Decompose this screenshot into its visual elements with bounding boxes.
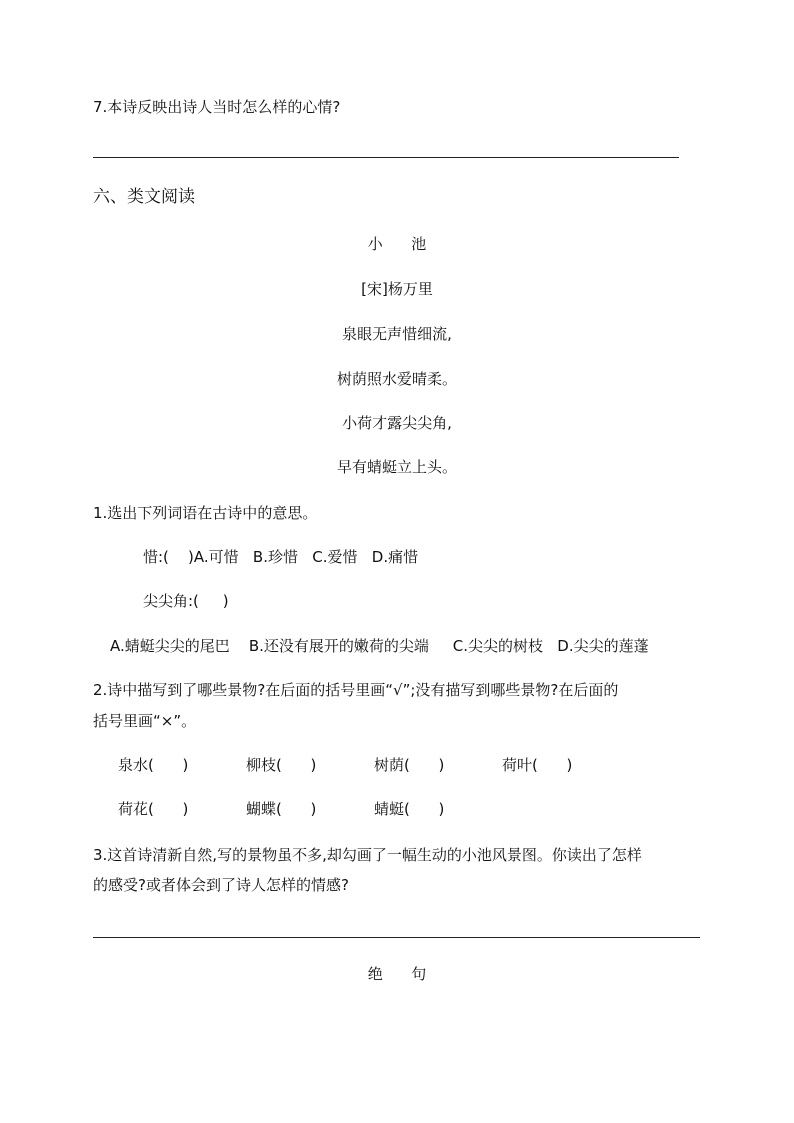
poem-author: [宋]杨万里 xyxy=(361,280,433,298)
question-7: 7.本诗反映出诗人当时怎么样的心情? xyxy=(93,98,341,116)
poem-line-2: 树荫照水爱晴柔。 xyxy=(336,370,457,388)
question-2-prompt-line-1: 2.诗中描写到了哪些景物?在后面的括号里画“√”;没有描写到哪些景物?在后面的 xyxy=(93,681,619,699)
scenery-item: 树荫( ) xyxy=(374,756,445,774)
poem-line-3: 小荷才露尖尖角, xyxy=(342,414,452,432)
answer-line-q7 xyxy=(93,157,679,158)
answer-line-q3 xyxy=(93,937,700,938)
scenery-item: 荷花( ) xyxy=(118,800,189,818)
poem-2-title: 绝 句 xyxy=(367,965,427,983)
scenery-item: 蝴蝶( ) xyxy=(246,800,317,818)
question-1-item-2-options: A.蜻蜓尖尖的尾巴 B.还没有展开的嫩荷的尖端 C.尖尖的树枝 D.尖尖的莲蓬 xyxy=(110,637,649,655)
question-1-item-1: 惜:( )A.可惜 B.珍惜 C.爱惜 D.痛惜 xyxy=(143,548,419,566)
poem-line-4: 早有蜻蜓立上头。 xyxy=(336,458,457,476)
poem-line-1: 泉眼无声惜细流, xyxy=(342,325,452,343)
section-6-title: 六、类文阅读 xyxy=(93,187,195,207)
question-1-item-2: 尖尖角:( ) xyxy=(143,592,229,610)
question-1-prompt: 1.选出下列词语在古诗中的意思。 xyxy=(93,504,318,522)
question-2-prompt-line-2: 括号里画“×”。 xyxy=(93,712,197,730)
poem-title: 小 池 xyxy=(367,235,427,253)
scenery-item: 柳枝( ) xyxy=(246,756,317,774)
question-3-prompt-line-2: 的感受?或者体会到了诗人怎样的情感? xyxy=(93,876,349,894)
question-3-prompt-line-1: 3.这首诗清新自然,写的景物虽不多,却勾画了一幅生动的小池风景图。你读出了怎样 xyxy=(93,846,642,864)
scenery-item: 泉水( ) xyxy=(118,756,189,774)
scenery-item: 蜻蜓( ) xyxy=(374,800,445,818)
scenery-item: 荷叶( ) xyxy=(502,756,573,774)
